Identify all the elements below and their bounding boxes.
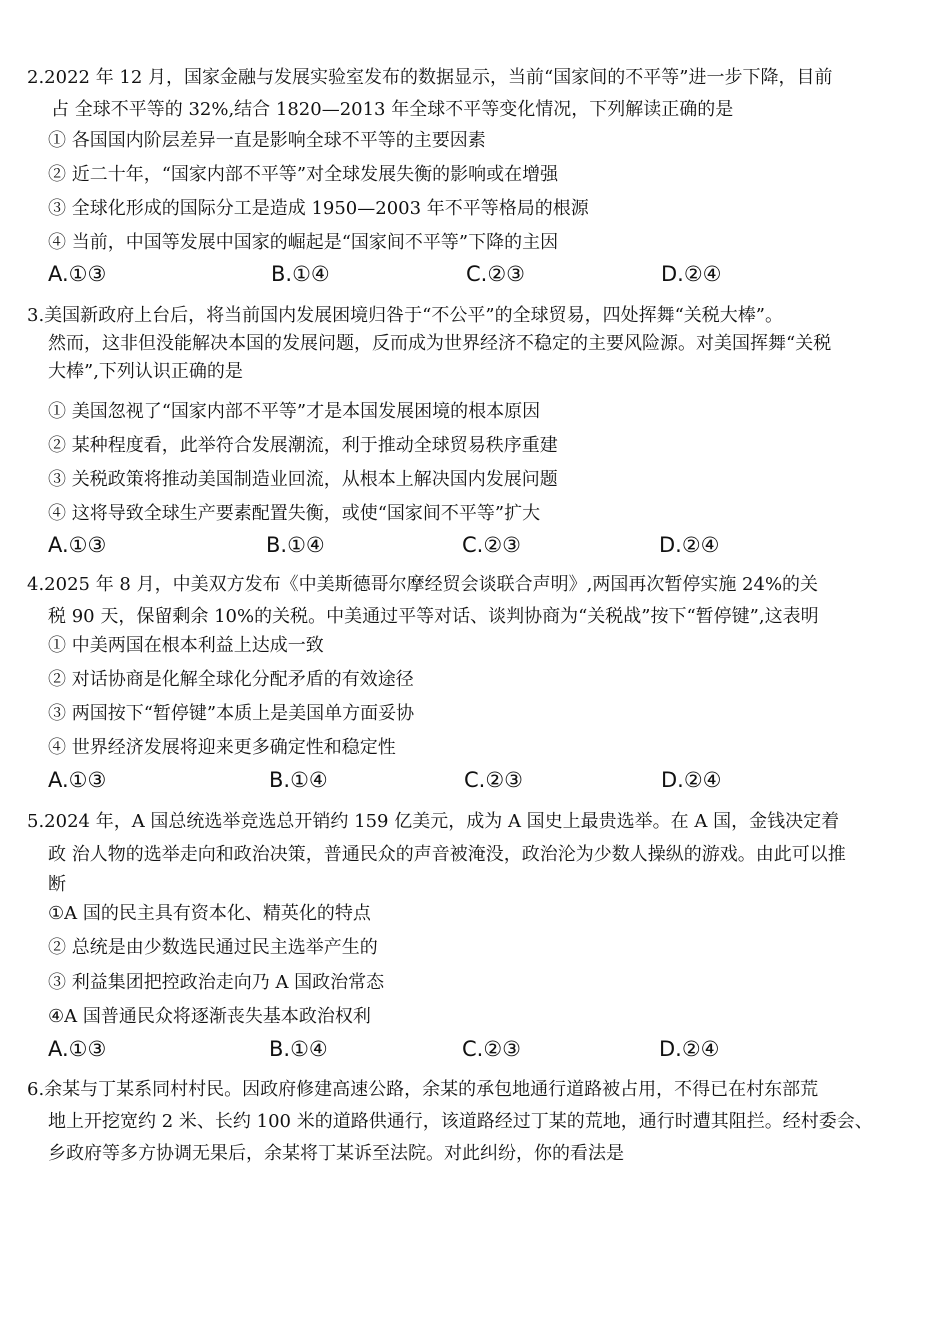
question-stem-line: 占 全球不平等的 32%,结合 1820—2013 年全球不平等变化情况，下列解读正确的是 — [51, 99, 734, 120]
answer-choice-c[interactable]: C.②③ — [466, 262, 525, 286]
answer-choice-a[interactable]: A.①③ — [48, 533, 107, 557]
answer-choice-c[interactable]: C.②③ — [464, 768, 523, 792]
option-statement: ③ 两国按下“暂停键”本质上是美国单方面妥协 — [48, 703, 415, 724]
answer-choice-a[interactable]: A.①③ — [48, 1037, 107, 1061]
answer-choice-d[interactable]: D.②④ — [659, 533, 720, 557]
question-stem-line: 6.余某与丁某系同村村民。因政府修建高速公路，余某的承包地通行道路被占用，不得已在村东部荒 — [27, 1079, 819, 1100]
answer-choice-b[interactable]: B.①④ — [266, 533, 325, 557]
answer-choices — [48, 531, 908, 559]
option-statement: ③ 关税政策将推动美国制造业回流，从根本上解决国内发展问题 — [48, 469, 558, 490]
answer-choice-d[interactable]: D.②④ — [661, 768, 722, 792]
question-stem-line: 2.2022 年 12 月，国家金融与发展实验室发布的数据显示，当前“国家间的不平等”进一步下降，目前 — [27, 67, 833, 88]
answer-choices — [48, 766, 908, 794]
answer-choice-d[interactable]: D.②④ — [659, 1037, 720, 1061]
option-statement: ④ 世界经济发展将迎来更多确定性和稳定性 — [48, 737, 396, 758]
answer-choice-b[interactable]: B.①④ — [269, 768, 328, 792]
option-statement: ② 近二十年，“国家内部不平等”对全球发展失衡的影响或在增强 — [48, 164, 559, 185]
option-statement: ① 美国忽视了“国家内部不平等”才是本国发展困境的根本原因 — [48, 401, 541, 422]
answer-choices — [48, 260, 908, 288]
option-statement: ③ 利益集团把控政治走向乃 A 国政治常态 — [48, 972, 385, 993]
option-statement: ② 对话协商是化解全球化分配矛盾的有效途径 — [48, 669, 414, 690]
option-statement: ① 中美两国在根本利益上达成一致 — [48, 635, 324, 656]
question-stem-line: 4.2025 年 8 月，中美双方发布《中美斯德哥尔摩经贸会谈联合声明》,两国再次暂停实施 24%的关 — [27, 574, 819, 595]
option-statement: ④A 国普通民众将逐渐丧失基本政治权利 — [48, 1006, 371, 1027]
option-statement: ① 各国国内阶层差异一直是影响全球不平等的主要因素 — [48, 130, 486, 151]
answer-choice-a[interactable]: A.①③ — [48, 262, 107, 286]
question-stem-line: 3.美国新政府上台后，将当前国内发展困境归咎于“不公平”的全球贸易，四处挥舞“关税大棒”。 — [27, 305, 783, 326]
question-stem-line: 然而，这非但没能解决本国的发展问题，反而成为世界经济不稳定的主要风险源。对美国挥舞“关税 — [48, 333, 832, 354]
question-stem-line: 乡政府等多方协调无果后，余某将丁某诉至法院。对此纠纷，你的看法是 — [48, 1143, 624, 1164]
option-statement: ④ 这将导致全球生产要素配置失衡，或使“国家间不平等”扩大 — [48, 503, 541, 524]
answer-choice-c[interactable]: C.②③ — [462, 1037, 521, 1061]
option-statement: ①A 国的民主具有资本化、精英化的特点 — [48, 903, 371, 924]
question-stem-line: 大棒”,下列认识正确的是 — [48, 361, 243, 382]
answer-choice-d[interactable]: D.②④ — [661, 262, 722, 286]
answer-choice-b[interactable]: B.①④ — [271, 262, 330, 286]
question-stem-line: 政 治人物的选举走向和政治决策，普通民众的声音被淹没，政治沦为少数人操纵的游戏。由此可以推 — [48, 844, 846, 865]
option-statement: ③ 全球化形成的国际分工是造成 1950—2003 年不平等格局的根源 — [48, 198, 589, 219]
answer-choices — [48, 1035, 908, 1063]
answer-choice-c[interactable]: C.②③ — [462, 533, 521, 557]
answer-choice-b[interactable]: B.①④ — [269, 1037, 328, 1061]
option-statement: ② 总统是由少数选民通过民主选举产生的 — [48, 937, 378, 958]
option-statement: ② 某种程度看，此举符合发展潮流，利于推动全球贸易秩序重建 — [48, 435, 558, 456]
question-stem-line: 断 — [48, 874, 66, 895]
answer-choice-a[interactable]: A.①③ — [48, 768, 107, 792]
option-statement: ④ 当前，中国等发展中国家的崛起是“国家间不平等”下降的主因 — [48, 232, 559, 253]
question-stem-line: 5.2024 年，A 国总统选举竞选总开销约 159 亿美元，成为 A 国史上最贵选举。在 A 国，金钱决定着 — [27, 811, 840, 832]
question-stem-line: 税 90 天，保留剩余 10%的关税。中美通过平等对话、谈判协商为“关税战”按下“暂停键”,这表明 — [48, 606, 819, 627]
question-stem-line: 地上开挖宽约 2 米、长约 100 米的道路供通行，该道路经过丁某的荒地，通行时遭其阻拦。经村委会、 — [48, 1111, 873, 1132]
